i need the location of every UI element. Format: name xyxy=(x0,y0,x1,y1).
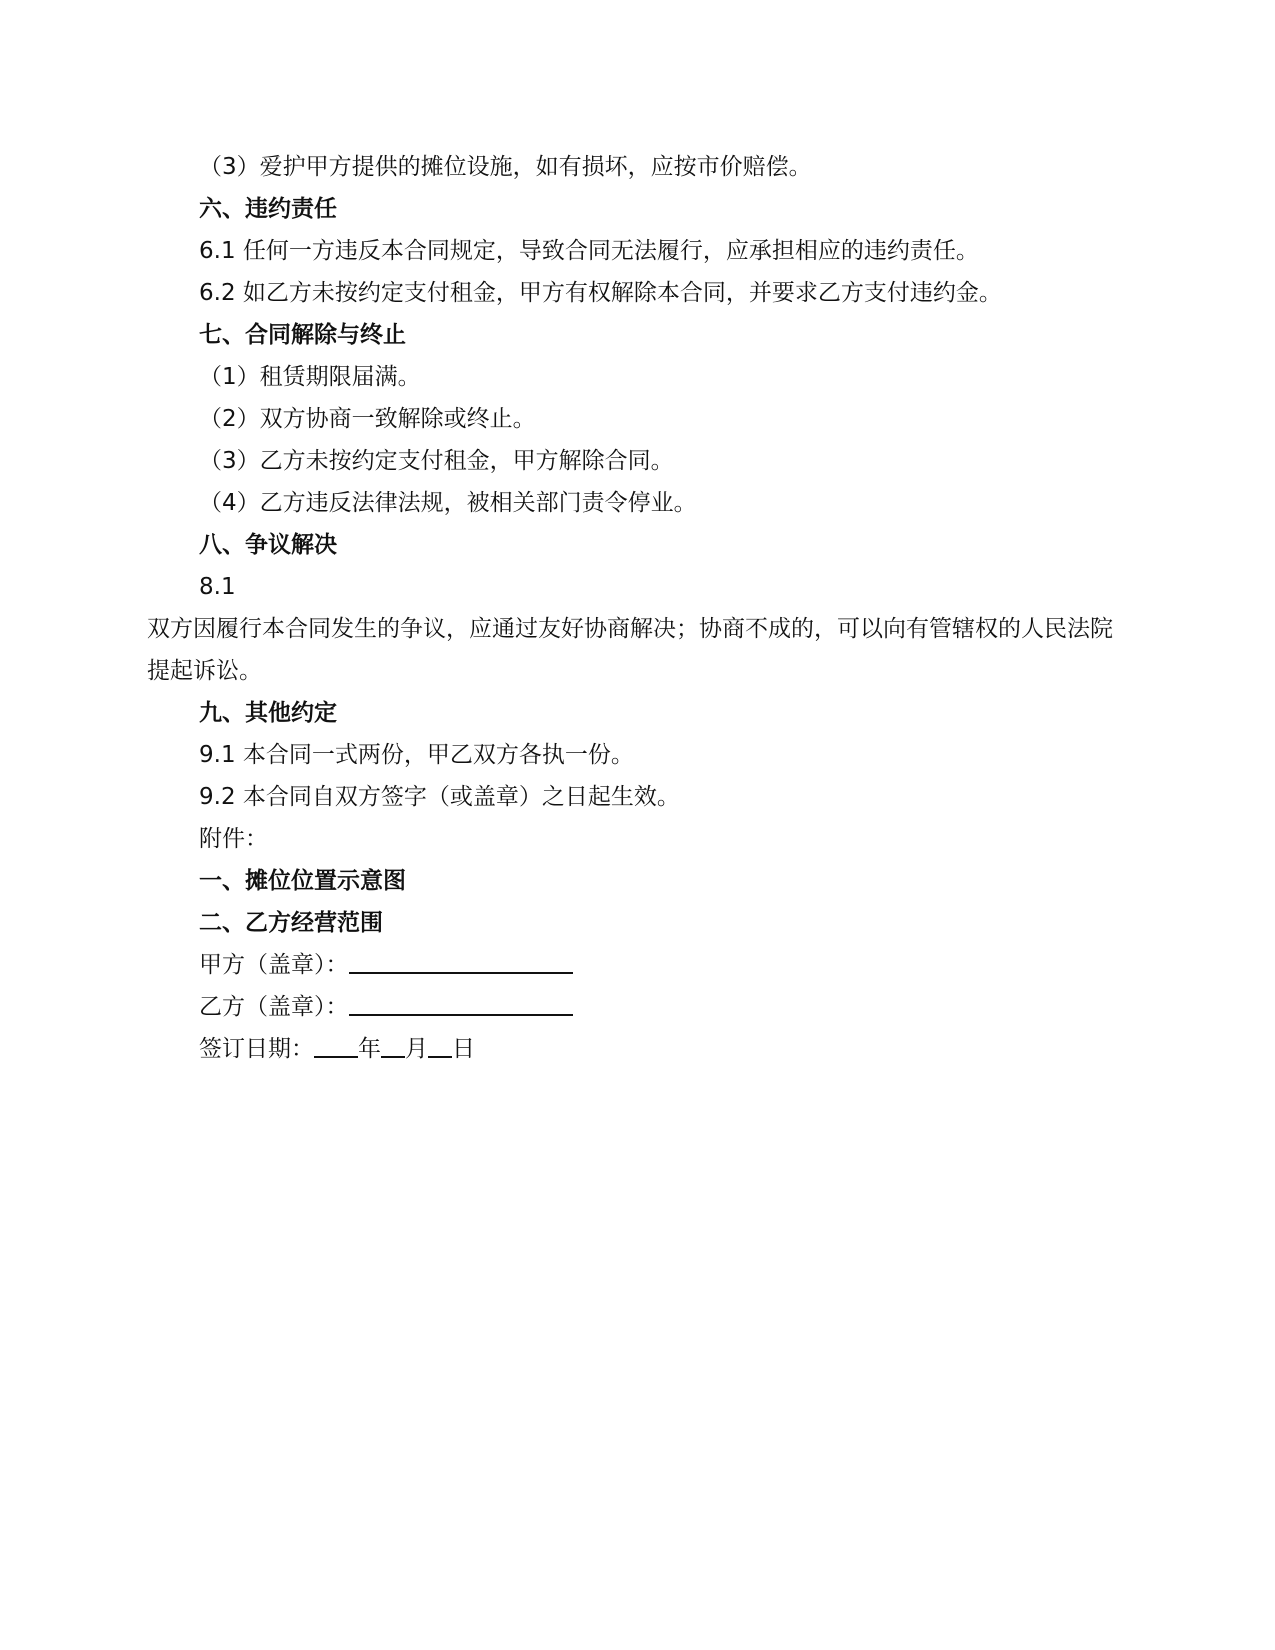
section-heading-8: 八、争议解决 xyxy=(199,532,337,558)
day-label: 日 xyxy=(452,1036,475,1062)
attachments-label: 附件： xyxy=(199,826,268,852)
month-blank[interactable] xyxy=(381,1034,405,1058)
section-heading-6: 六、违约责任 xyxy=(199,196,337,222)
day-blank[interactable] xyxy=(428,1034,452,1058)
clause-8-1-text: 双方因履行本合同发生的争议，应通过友好协商解决；协商不成的，可以向有管辖权的人民法院提起诉讼。 xyxy=(147,616,1113,684)
clause-3-item-3: （3）爱护甲方提供的摊位设施，如有损坏，应按市价赔偿。 xyxy=(199,154,812,180)
year-blank[interactable] xyxy=(314,1034,358,1058)
party-a-signature-line xyxy=(147,944,1127,986)
clause-7-item-2: （2）双方协商一致解除或终止。 xyxy=(199,406,536,432)
section-heading-7: 七、合同解除与终止 xyxy=(199,322,406,348)
clause-6-1: 6.1 任何一方违反本合同规定，导致合同无法履行，应承担相应的违约责任。 xyxy=(199,238,979,264)
party-a-label: 甲方（盖章）： xyxy=(199,952,349,978)
signing-date-line xyxy=(147,1028,1127,1070)
clause-9-1: 9.1 本合同一式两份，甲乙双方各执一份。 xyxy=(199,742,634,768)
party-b-signature-line xyxy=(147,986,1127,1028)
clause-8-1-number: 8.1 xyxy=(199,574,236,600)
year-label: 年 xyxy=(358,1036,381,1062)
month-label: 月 xyxy=(405,1036,428,1062)
party-b-signature-blank[interactable] xyxy=(349,992,573,1016)
clause-9-2: 9.2 本合同自双方签字（或盖章）之日起生效。 xyxy=(199,784,680,810)
attachment-2: 二、乙方经营范围 xyxy=(199,910,383,936)
section-heading-9: 九、其他约定 xyxy=(199,700,337,726)
party-b-label: 乙方（盖章）： xyxy=(199,994,349,1020)
clause-7-item-4: （4）乙方违反法律法规，被相关部门责令停业。 xyxy=(199,490,697,516)
document-body xyxy=(147,146,1127,1070)
clause-7-item-1: （1）租赁期限届满。 xyxy=(199,364,421,390)
signing-date-label: 签订日期： xyxy=(199,1036,314,1062)
clause-7-item-3: （3）乙方未按约定支付租金，甲方解除合同。 xyxy=(199,448,674,474)
party-a-signature-blank[interactable] xyxy=(349,950,573,974)
clause-6-2: 6.2 如乙方未按约定支付租金，甲方有权解除本合同，并要求乙方支付违约金。 xyxy=(199,280,1002,306)
attachment-1: 一、摊位位置示意图 xyxy=(199,868,406,894)
